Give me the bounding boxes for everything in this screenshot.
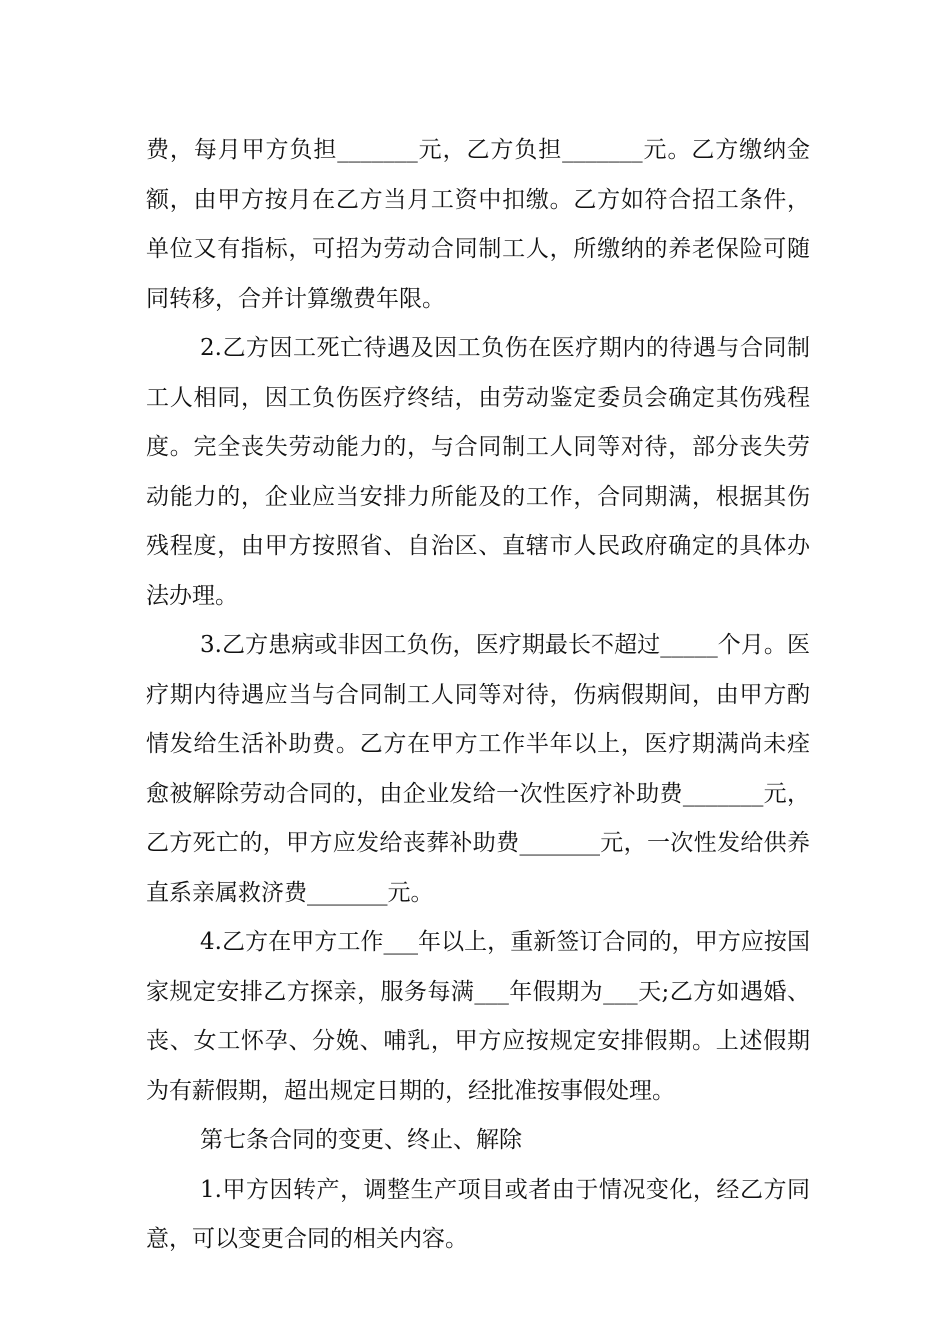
paragraph-pension-continuation: 费，每月甲方负担_______元，乙方负担_______元。乙方缴纳金额，由甲方按月在乙方当月工资中扣缴。乙方如符合招工条件，单位又有指标，可招为劳动合同制工人，所缴纳的养老保险可随同转移，合并计算缴费年限。 [146,137,810,312]
document-body [146,126,810,1265]
paragraph-contract-change: 1.甲方因转产，调整生产项目或者由于情况变化，经乙方同意，可以变更合同的相关内容。 [146,1176,810,1252]
paragraph-work-injury: 2.乙方因工死亡待遇及因工负伤在医疗期内的待遇与合同制工人相同，因工负伤医疗终结，由劳动鉴定委员会确定其伤残程度。完全丧失劳动能力的，与合同制工人同等对待，部分丧失劳动能力的，企业应当安排力所能及的工作，合同期满，根据其伤残程度，由甲方按照省、自治区、直辖市人民政府确定的具体办法办理。 [146,335,810,609]
paragraph-leave-holidays: 4.乙方在甲方工作___年以上，重新签订合同的，甲方应按国家规定安排乙方探亲，服务每满___年假期为___天;乙方如遇婚、丧、女工怀孕、分娩、哺乳，甲方应按规定安排假期。上述假期为有薪假期，超出规定日期的，经批准按事假处理。 [146,929,810,1104]
section-heading-article-7: 第七条合同的变更、终止、解除 [200,1127,522,1153]
paragraph-illness-medical-period: 3.乙方患病或非因工负伤，医疗期最长不超过_____个月。医疗期内待遇应当与合同制工人同等对待，伤病假期间，由甲方酌情发给生活补助费。乙方在甲方工作半年以上，医疗期满尚未痊愈被解除劳动合同的，由企业发给一次性医疗补助费_______元，乙方死亡的，甲方应发给丧葬补助费_______元，一次性发给供养直系亲属救济费_______元。 [146,632,810,906]
